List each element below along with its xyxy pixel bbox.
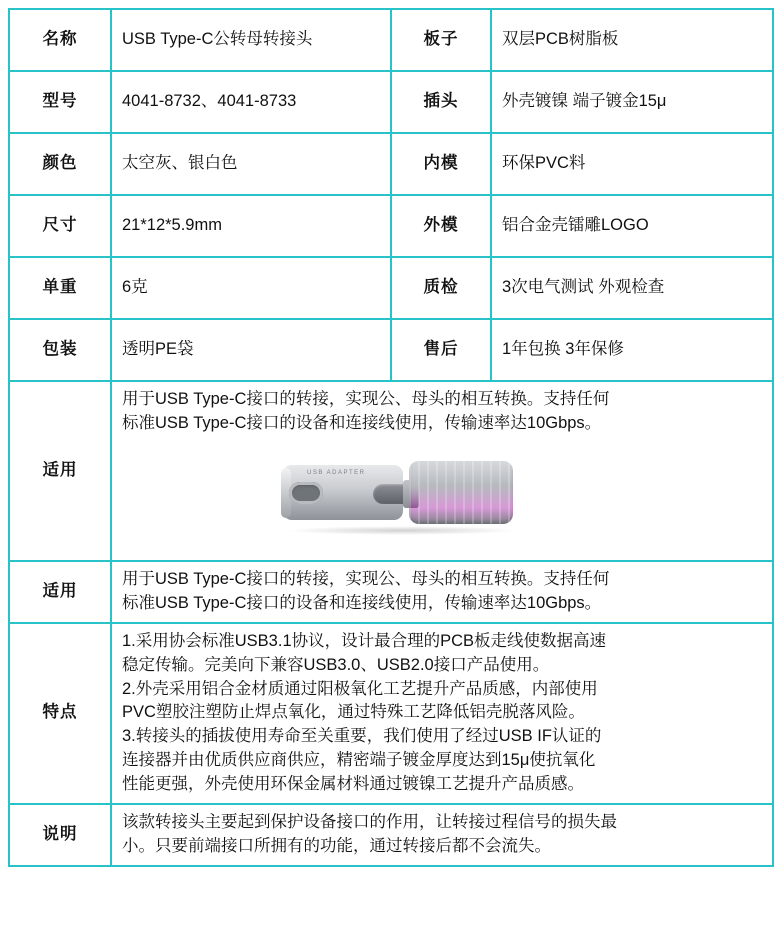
usb-c-female-port — [289, 482, 323, 504]
usage-1-line-2: 标准USB Type-C接口的设备和连接线使用，传输速率达10Gbps。 — [122, 413, 602, 432]
row-label-after-sales: 售后 — [391, 319, 491, 381]
laser-logo-text: USB ADAPTER — [307, 469, 366, 476]
row-label-name: 名称 — [9, 9, 111, 71]
table-row — [9, 71, 773, 133]
row-label-weight: 单重 — [9, 257, 111, 319]
table-row-description — [9, 804, 773, 866]
features-line-5: 3.转接头的插拔使用寿命至关重要，我们使用了经过USB IF认证的 — [122, 727, 602, 746]
row-value-packaging: 透明PE袋 — [111, 319, 391, 381]
block-text-features — [111, 623, 773, 804]
table-row — [9, 133, 773, 195]
table-row-usage-1 — [9, 381, 773, 561]
description-line-2: 小。只要前端接口所拥有的功能，通过转接后都不会流失。 — [122, 837, 551, 856]
row-value-outer-mold: 铝合金壳镭雕LOGO — [491, 195, 773, 257]
block-label-usage-1: 适用 — [9, 381, 111, 561]
block-text-description — [111, 804, 773, 866]
row-label-model: 型号 — [9, 71, 111, 133]
block-text-usage-2 — [111, 561, 773, 623]
row-value-inner-mold: 环保PVC料 — [491, 133, 773, 195]
block-label-description: 说明 — [9, 804, 111, 866]
features-line-4: PVC塑胶注塑防止焊点氧化，通过特殊工艺降低铝壳脱落风险。 — [122, 703, 585, 722]
usage-2-line-2: 标准USB Type-C接口的设备和连接线使用，传输速率达10Gbps。 — [122, 593, 602, 612]
features-line-1: 1.采用协会标准USB3.1协议，设计最合理的PCB板走线使数据高速 — [122, 631, 607, 650]
row-value-plug: 外壳镀镍 端子镀金15μ — [491, 71, 773, 133]
specification-table — [8, 8, 774, 867]
features-line-3: 2.外壳采用铝合金材质通过阳极氧化工艺提升产品质感，内部使用 — [122, 679, 598, 698]
row-value-quality-check: 3次电气测试 外观检查 — [491, 257, 773, 319]
row-label-color: 颜色 — [9, 133, 111, 195]
usage-2-line-1: 用于USB Type-C接口的转接，实现公、母头的相互转换。支持任何 — [122, 569, 610, 588]
features-line-7: 性能更强，外壳使用环保金属材料通过镀镍工艺提升产品质感。 — [122, 775, 584, 794]
row-value-after-sales: 1年包换 3年保修 — [491, 319, 773, 381]
row-value-weight: 6克 — [111, 257, 391, 319]
table-row-features — [9, 623, 773, 804]
table-row — [9, 257, 773, 319]
block-text-usage-1 — [111, 381, 773, 561]
block-label-features: 特点 — [9, 623, 111, 804]
row-value-color: 太空灰、银白色 — [111, 133, 391, 195]
table-row — [9, 195, 773, 257]
male-connector-texture — [409, 460, 513, 524]
row-label-quality-check: 质检 — [391, 257, 491, 319]
features-line-6: 连接器并由优质供应商供应，精密端子镀金厚度达到15μ使抗氧化 — [122, 751, 596, 770]
product-image — [122, 436, 762, 554]
block-label-usage-2: 适用 — [9, 561, 111, 623]
row-label-size: 尺寸 — [9, 195, 111, 257]
row-label-outer-mold: 外模 — [391, 195, 491, 257]
row-label-inner-mold: 内模 — [391, 133, 491, 195]
features-line-2: 稳定传输。完美向下兼容USB3.0、USB2.0接口产品使用。 — [122, 655, 550, 674]
adapter-shadow — [287, 526, 517, 535]
table-row — [9, 319, 773, 381]
description-line-1: 该款转接头主要起到保护设备接口的作用，让转接过程信号的损失最 — [122, 813, 617, 832]
row-label-plug: 插头 — [391, 71, 491, 133]
row-label-packaging: 包装 — [9, 319, 111, 381]
row-value-name: USB Type-C公转母转接头 — [111, 9, 391, 71]
adapter-illustration — [277, 442, 607, 546]
usage-1-line-1: 用于USB Type-C接口的转接，实现公、母头的相互转换。支持任何 — [122, 390, 610, 408]
table-row-usage-2 — [9, 561, 773, 623]
row-value-model: 4041-8732、4041-8733 — [111, 71, 391, 133]
row-label-board: 板子 — [391, 9, 491, 71]
row-value-board: 双层PCB树脂板 — [491, 9, 773, 71]
row-value-size: 21*12*5.9mm — [111, 195, 391, 257]
table-row — [9, 9, 773, 71]
